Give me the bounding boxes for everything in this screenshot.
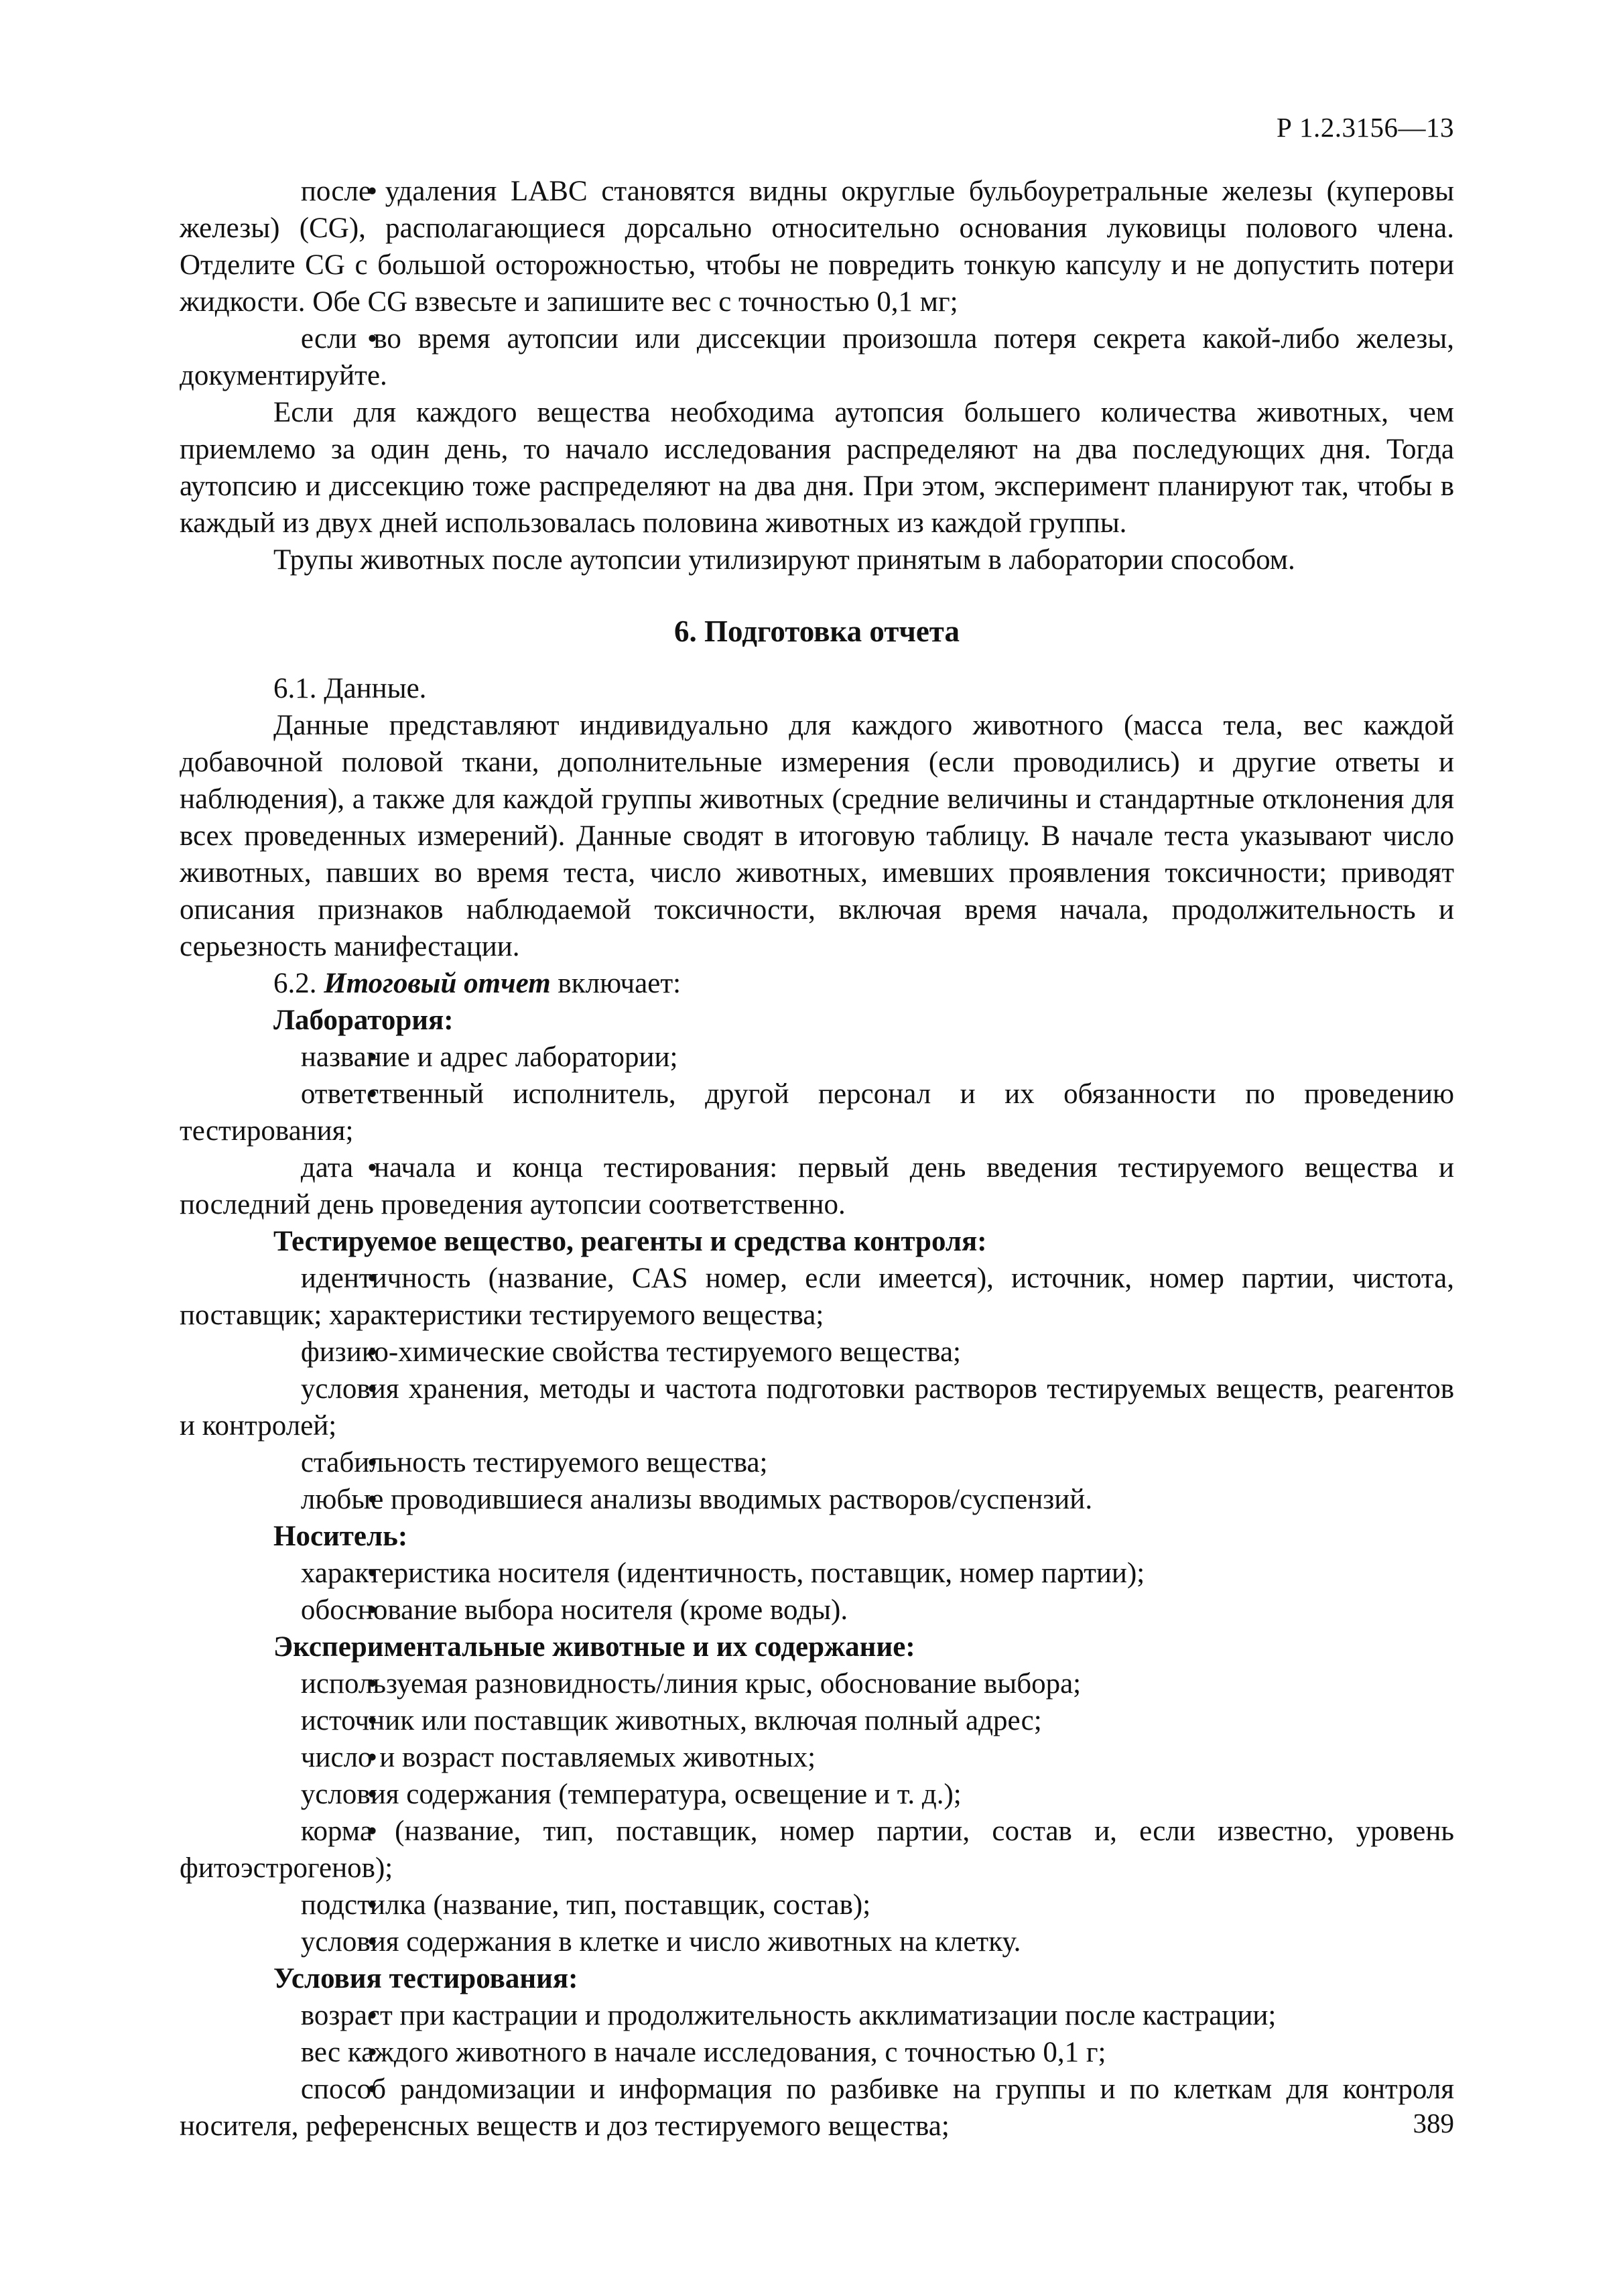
bullet-item: • обоснование выбора носителя (кроме воды).	[180, 1592, 1454, 1629]
section-heading: 6. Подготовка отчета	[674, 615, 960, 648]
bullet-item: • название и адрес лаборатории;	[180, 1039, 1454, 1076]
group-heading: Экспериментальные животные и их содержание:	[273, 1631, 915, 1663]
bullet-item: • число и возраст поставляемых животных;	[180, 1739, 1454, 1776]
subsection-title: 6.1. Данные.	[273, 673, 427, 704]
bullet-item: • ответственный исполнитель, другой персонал и их обязанности по проведению тестирования;	[180, 1076, 1454, 1149]
report-term: Итоговый отчет	[324, 968, 551, 999]
bullet-item: • условия содержания в клетке и число животных на клетку.	[180, 1923, 1454, 1960]
page-body	[180, 173, 1454, 2145]
bullet-item: • физико-химические свойства тестируемого вещества;	[180, 1334, 1454, 1370]
bullet-item: • условия хранения, методы и частота подготовки растворов тестируемых веществ, реагентов и контролей;	[180, 1370, 1454, 1444]
group-heading: Условия тестирования:	[273, 1963, 578, 1994]
page-number: 389	[1413, 2108, 1454, 2139]
subsection-suffix: включает:	[558, 968, 681, 999]
bullet-item: • способ рандомизации и информация по разбивке на группы и по клеткам для контроля носителя, референсных веществ и доз тестируемого вещества;	[180, 2071, 1454, 2145]
bullet-item: • любые проводившиеся анализы вводимых растворов/суспензий.	[180, 1481, 1454, 1518]
paragraph: Трупы животных после аутопсии утилизируют принятым в лаборатории способом.	[273, 544, 1295, 576]
bullet-item: • идентичность (название, CAS номер, если имеется), источник, номер партии, чистота, поставщик; характеристики тестируемого вещества;	[180, 1260, 1454, 1334]
bullet-item: • вес каждого животного в начале исследования, с точностью 0,1 г;	[180, 2034, 1454, 2071]
bullet-item: • возраст при кастрации и продолжительность акклиматизации после кастрации;	[180, 1997, 1454, 2034]
group-heading: Тестируемое вещество, реагенты и средства контроля:	[273, 1226, 987, 1257]
bullet-item: • используемая разновидность/линия крыс, обоснование выбора;	[180, 1665, 1454, 1702]
subsection-intro	[180, 965, 1454, 1002]
group-heading: Носитель:	[273, 1521, 408, 1552]
bullet-item: • условия содержания (температура, освещение и т. д.);	[180, 1776, 1454, 1813]
bullet-item: • источник или поставщик животных, включая полный адрес;	[180, 1702, 1454, 1739]
paragraph: Если для каждого вещества необходима аутопсия большего количества животных, чем приемлемо за один день, то начало исследования распределяют на два последующих дня. Тогда аутопсию и диссекцию тоже распределяют на два дня. При этом, эксперимент планируют так, чтобы в каждый из двух дней использовалась половина животных из каждой группы.	[180, 397, 1454, 539]
bullet-item: • характеристика носителя (идентичность, поставщик, номер партии);	[180, 1555, 1454, 1592]
bullet-item: • после удаления LABC становятся видны округлые бульбоуретральные железы (куперовы железы) (CG), располагающиеся дорсально относительно основания луковицы полового члена. Отделите CG с большой осторожностью, чтобы не повредить тонкую капсулу и не допустить потери жидкости. Обе CG взвесьте и запишите вес с точностью 0,1 мг;	[180, 173, 1454, 320]
bullet-item: • корма (название, тип, поставщик, номер партии, состав и, если известно, уровень фитоэстрогенов);	[180, 1813, 1454, 1887]
document-code: Р 1.2.3156—13	[1276, 112, 1454, 143]
bullet-item: • дата начала и конца тестирования: первый день введения тестируемого вещества и последний день проведения аутопсии соответственно.	[180, 1149, 1454, 1223]
subsection-number: 6.2.	[273, 968, 317, 999]
bullet-item: • подстилка (название, тип, поставщик, состав);	[180, 1887, 1454, 1923]
paragraph: Данные представляют индивидуально для каждого животного (масса тела, вес каждой добавочной половой ткани, дополнительные измерения (если проводились) и другие ответы и наблюдения), а также для каждой группы животных (средние величины и стандартные отклонения для всех проведенных измерений). Данные сводят в итоговую таблицу. В начале теста указывают число животных, павших во время теста, число животных, имевших проявления токсичности; приводят описания признаков наблюдаемой токсичности, включая время начала, продолжительность и серьезность манифестации.	[180, 710, 1454, 962]
bullet-item: • стабильность тестируемого вещества;	[180, 1444, 1454, 1481]
group-heading: Лаборатория:	[273, 1005, 454, 1036]
bullet-item: • если во время аутопсии или диссекции произошла потеря секрета какой-либо железы, документируйте.	[180, 320, 1454, 394]
